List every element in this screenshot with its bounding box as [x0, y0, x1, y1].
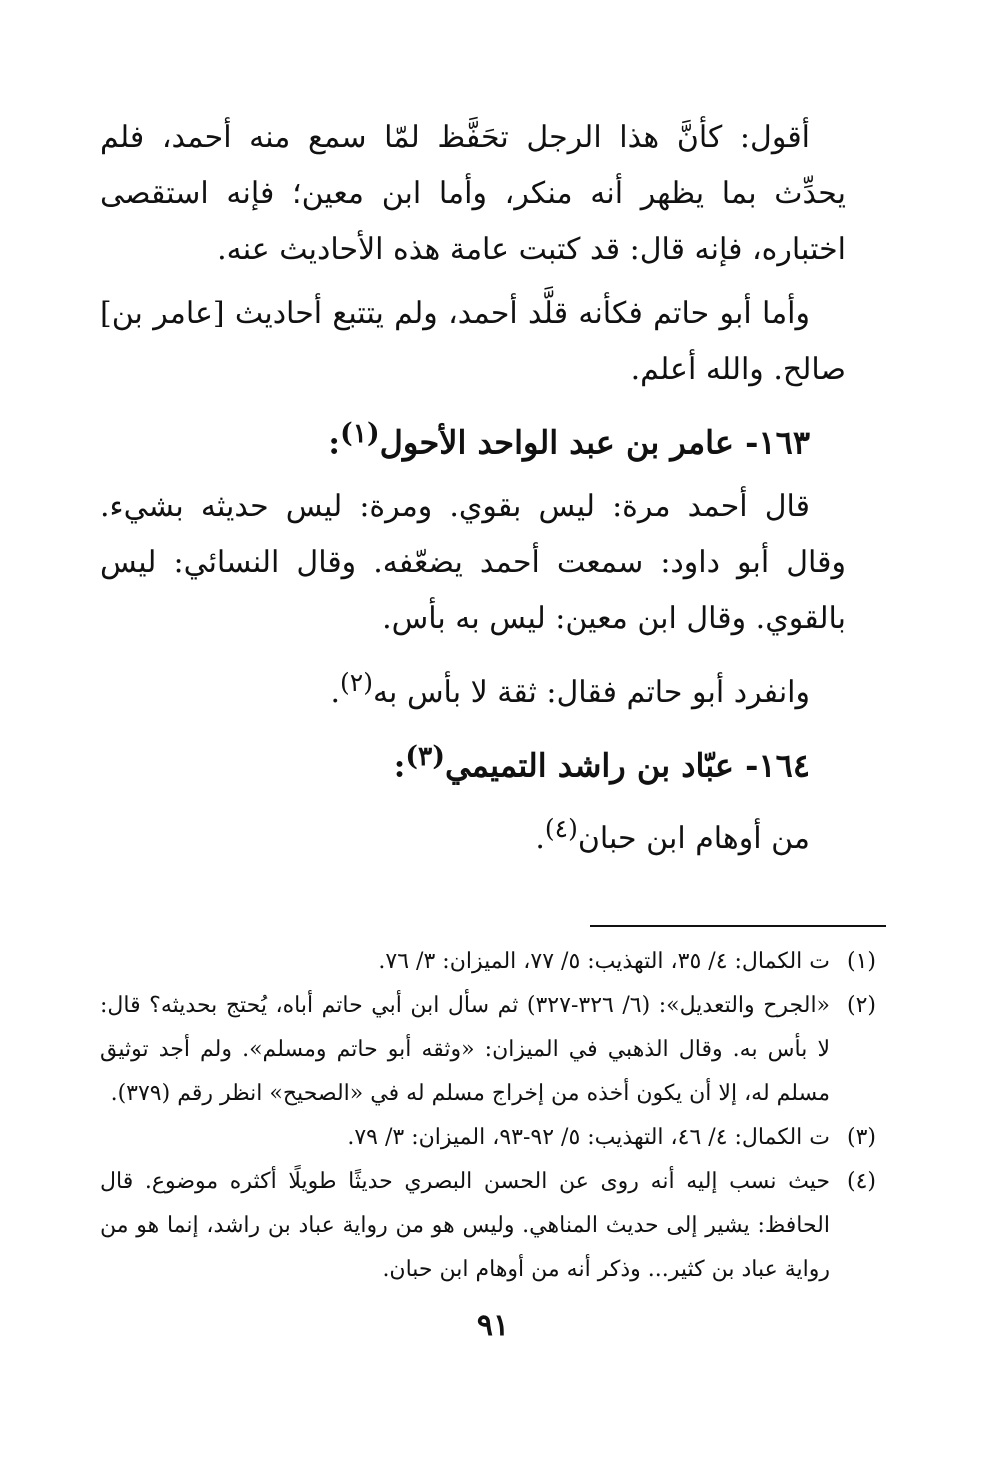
footnote-3: [100, 1116, 876, 1160]
entry-163-title: ١٦٣- عامر بن عبد الواحد الأحول: [379, 423, 810, 462]
footnote-number: (١): [846, 949, 876, 974]
footnote-text: حيث نسب إليه أنه روى عن الحسن البصري حديثًا طويلًا أكثره موضوع. قال الحافظ: يشير إلى حديث المناهي. وليس هو من رواية عباد بن راشد، إنما هو من رواية عباد بن كثير... وذكر أنه من أوهام ابن حبان.: [100, 1169, 830, 1282]
footnote-4: [100, 1160, 876, 1292]
paragraph-opinion: أقول: كأنَّ هذا الرجل تحَفَّظ لمّا سمع منه أحمد، فلم يحدِّث بما يظهر أنه منكر، وأما ابن معين؛ فإنه استقصى اختباره، فإنه قال: قد كتبت عامة هذه الأحاديث عنه.: [100, 120, 846, 267]
footnote-2: [100, 984, 876, 1116]
footnote-ref-3: (٣): [405, 740, 445, 772]
entry-163-closing-end: .: [330, 674, 340, 710]
entry-163-colon: :: [328, 423, 341, 462]
footnote-ref-4: (٤): [544, 814, 578, 844]
footnote-text: ت الكمال: ٤/ ٣٥، التهذيب: ٥/ ٧٧، الميزان: ٣/ ٧٦.: [378, 949, 830, 974]
footnote-number: (٢): [846, 993, 876, 1018]
footnote-number: (٣): [846, 1125, 876, 1150]
entry-heading-164: [100, 729, 846, 794]
entry-163-closing: [100, 655, 846, 721]
footnote-ref-1: (١): [340, 418, 380, 449]
footnote-text: «الجرح والتعديل»: (٦/ ٣٢٦-٣٢٧) ثم سأل ابن أبي حاتم أباه، يُحتج بحديثه؟ قال: لا بأس به. وقال الذهبي في الميزان: «وثقه أبو حاتم ومسلم». ولم أجد توثيق مسلم له، إلا أن يكون أخذه من إخراج مسلم له في «الصحيح» انظر رقم (٣٧٩).: [100, 993, 831, 1106]
entry-heading-163: [100, 406, 846, 471]
entry-164-end: .: [535, 821, 545, 857]
page-number: ٩١: [476, 1308, 510, 1343]
entry-164-colon: :: [393, 746, 406, 785]
footnote-ref-2: (٢): [340, 667, 373, 697]
entry-164-title: ١٦٤- عبّاد بن راشد التميمي: [445, 746, 810, 785]
footnotes: [100, 940, 876, 1292]
entry-164-text: من أوهام ابن حبان: [577, 821, 810, 857]
footnote-text: ت الكمال: ٤/ ٤٦، التهذيب: ٥/ ٩٢-٩٣، الميزان: ٣/ ٧٩.: [347, 1125, 830, 1150]
entry-163-body: قال أحمد مرة: ليس بقوي. ومرة: ليس حديثه بشيء. وقال أبو داود: سمعت أحمد يضعّفه. وقال النسائي: ليس بالقوي. وقال ابن معين: ليس به بأس.: [100, 488, 846, 636]
footnote-1: [100, 940, 876, 984]
footnote-number: (٤): [846, 1169, 876, 1194]
entry-163-closing-text: وانفرد أبو حاتم فقال: ثقة لا بأس به: [372, 674, 810, 710]
footnote-divider: [590, 925, 886, 927]
paragraph-abu-hatim: وأما أبو حاتم فكأنه قلَّد أحمد، ولم يتتبع أحاديث [عامر بن] صالح. والله أعلم.: [100, 296, 846, 387]
entry-164-body: [100, 801, 846, 867]
main-text-block: [100, 110, 846, 875]
